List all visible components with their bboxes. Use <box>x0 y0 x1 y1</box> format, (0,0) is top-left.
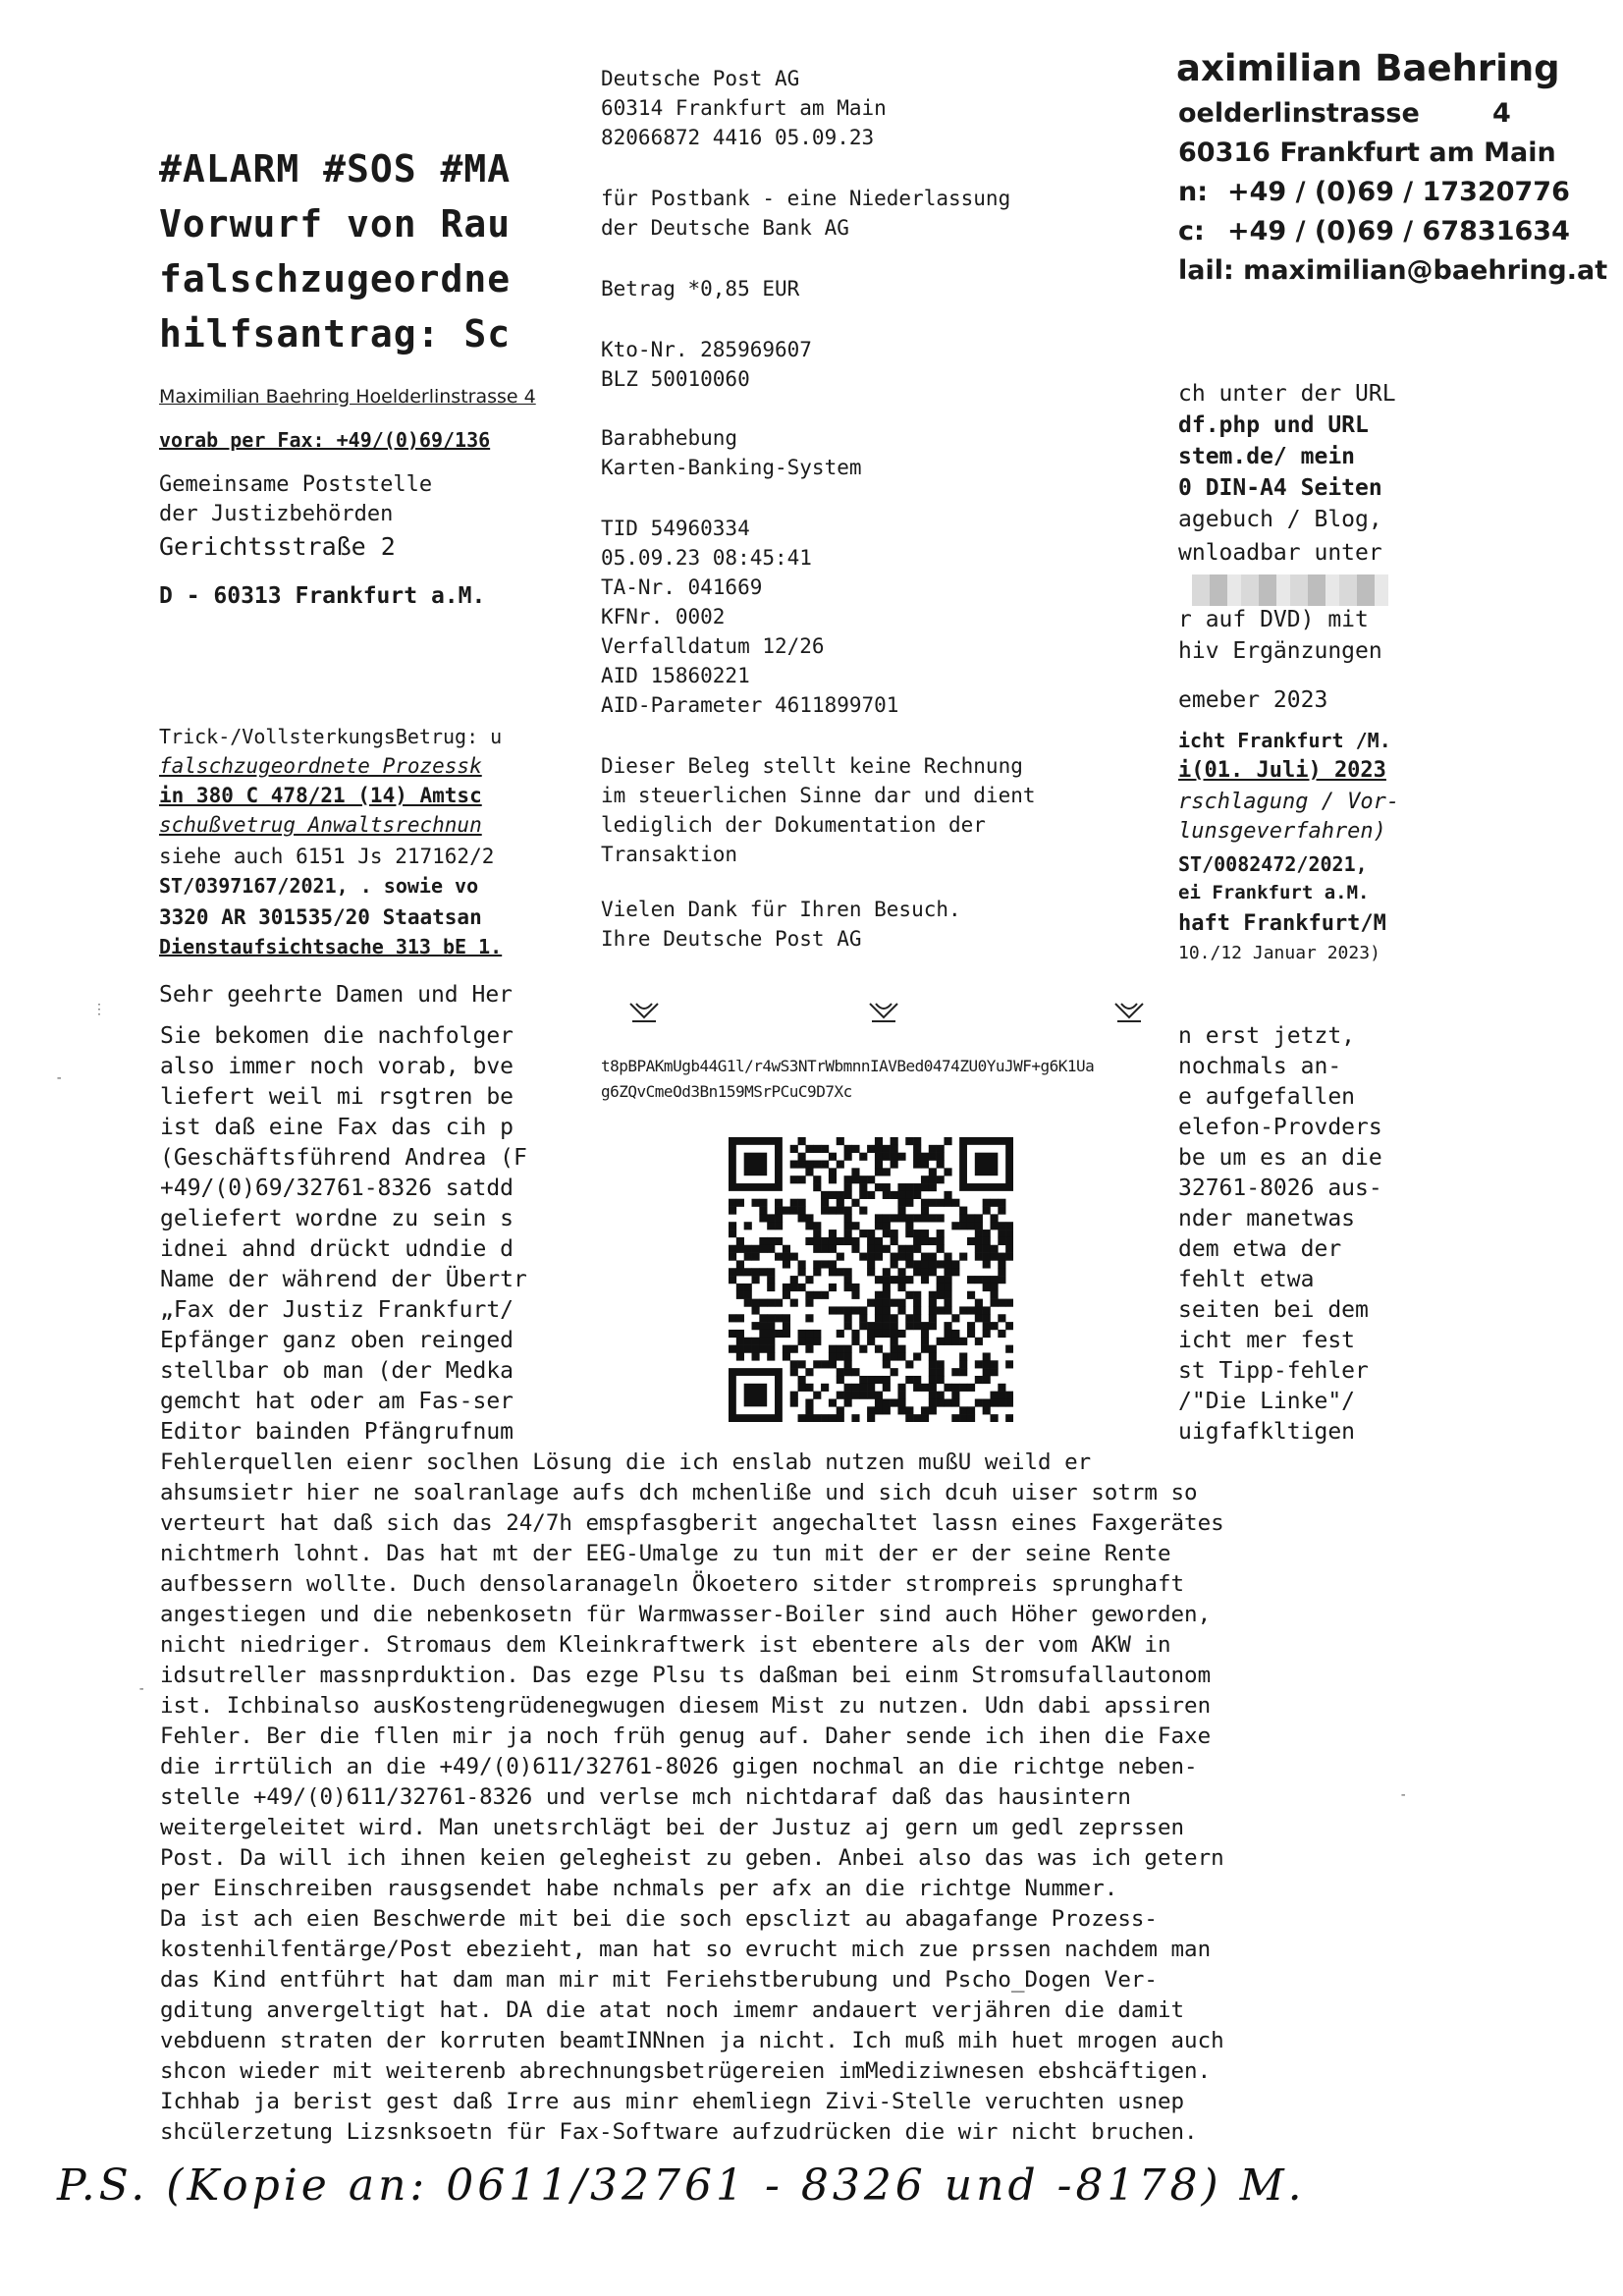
body-right-line: nochmals an- <box>1178 1054 1342 1079</box>
heading-line-3: falschzugeordne <box>159 257 512 301</box>
receipt-kto: Kto-Nr. 285969607 <box>601 338 812 361</box>
right-line-10: icht Frankfurt /M. <box>1178 729 1391 752</box>
body-line: stelle +49/(0)611/32761-8326 und verlse mch nichtdaraf daß das hausintern <box>160 1784 1131 1810</box>
heading-line-2: Vorwurf von Rau <box>159 202 512 246</box>
body-line: idsutreller massnprduktion. Das ezge Plsu ts daßman bei einm Stromsufallautonom <box>160 1663 1212 1688</box>
sender-tel-prefix: n: <box>1178 177 1209 207</box>
sender-city: 60316 Frankfurt am Main <box>1178 137 1556 168</box>
receipt-blz: BLZ 50010060 <box>601 367 750 391</box>
right-line-8: hiv Ergänzungen <box>1178 638 1382 664</box>
post-horn-icon <box>866 998 901 1025</box>
body-line: Da ist ach eien Beschwerde mit bei die soch epsclizt au abagafange Prozess- <box>160 1906 1158 1932</box>
body-right-line: icht mer fest <box>1178 1328 1356 1353</box>
body-line: aufbessern wollte. Duch densolaranageln Ökoetero sitder strompreis sprunghaft <box>160 1571 1185 1597</box>
right-line-9: emeber 2023 <box>1178 687 1328 713</box>
receipt-kfn: KFNr. 0002 <box>601 605 726 629</box>
right-line-2: df.php und URL <box>1178 412 1369 438</box>
body-line: shcon wieder mit weiterenb abrechnungsbetrügereien imMediziwnesen ebshcäftigen. <box>160 2058 1212 2084</box>
receipt-note-4: Transaktion <box>601 843 738 866</box>
receipt-tid: TID 54960334 <box>601 517 750 540</box>
receipt-id-line: 82066872 4416 05.09.23 <box>601 126 875 149</box>
receipt-thanks-1: Vielen Dank für Ihren Besuch. <box>601 898 961 921</box>
margin-mark: - <box>55 1070 64 1086</box>
receipt-ta: TA-Nr. 041669 <box>601 575 763 599</box>
subject-line-2: falschzugeordnete Prozessk <box>159 754 482 778</box>
return-address: Maximilian Baehring Hoelderlinstrasse 4 <box>159 386 536 408</box>
body-right-line: fehlt etwa <box>1178 1267 1315 1292</box>
margin-mark: - <box>1399 1787 1408 1803</box>
body-right-line: 32761-8026 aus- <box>1178 1175 1382 1201</box>
fax-line: vorab per Fax: +49/(0)69/136 <box>159 428 491 452</box>
body-left-line: Editor bainden Pfängrufnum <box>160 1419 514 1445</box>
receipt-for-line-1: für Postbank - eine Niederlassung <box>601 187 1011 210</box>
body-right-line: st Tipp-fehler <box>1178 1358 1369 1384</box>
sender-fax: +49 / (0)69 / 67831634 <box>1227 216 1570 246</box>
receipt-code-2: g6ZQvCmeOd3Bn159MSrPCuC9D7Xc <box>601 1082 852 1101</box>
body-line: Fehlerquellen eienr soclhen Lösung die ich enslab nutzen mußU weild er <box>160 1449 1092 1475</box>
body-line: ist. Ichbinalso ausKostengrüdenegwugen diesem Mist zu nutzen. Udn dabi apssiren <box>160 1693 1212 1719</box>
body-line: shcülerzetung Lizsnksoetn für Fax-Software aufzudrücken die wir nicht bruchen. <box>160 2119 1198 2145</box>
receipt-for-line-2: der Deutsche Bank AG <box>601 216 849 240</box>
receipt-note-3: lediglich der Dokumentation der <box>601 813 986 837</box>
body-left-column <box>160 1021 582 1448</box>
receipt-note-1: Dieser Beleg stellt keine Rechnung <box>601 754 1023 778</box>
receipt-city: 60314 Frankfurt am Main <box>601 96 887 120</box>
body-right-line: be um es an die <box>1178 1145 1382 1171</box>
receipt-type-2: Karten-Banking-System <box>601 456 862 479</box>
receipt-type-1: Barabhebung <box>601 426 738 450</box>
body-line: das Kind entführt hat dam man mir mit Feriehstberubung und Pscho_Dogen Ver- <box>160 1967 1158 1993</box>
right-line-14: ST/0082472/2021, <box>1178 852 1368 876</box>
receipt-aid: AID 15860221 <box>601 664 750 687</box>
subject-line-4: schußvetrug Anwaltsrechnun <box>159 813 482 837</box>
body-left-line: stellbar ob man (der Medka <box>160 1358 514 1384</box>
body-right-line: seiten bei dem <box>1178 1297 1369 1323</box>
subject-line-6: ST/0397167/2021, . sowie vo <box>159 874 479 898</box>
salutation: Sehr geehrte Damen und Her <box>159 982 514 1008</box>
margin-mark: ⋮ <box>92 1002 106 1017</box>
receipt-company: Deutsche Post AG <box>601 67 800 90</box>
right-line-6: wnloadbar unter <box>1178 540 1382 566</box>
body-line: Ichhab ja berist gest daß Irre aus minr ehemliegn Zivi-Stelle veruchten usnep <box>160 2089 1185 2114</box>
receipt-amount: Betrag *0,85 EUR <box>601 277 800 301</box>
body-line: per Einschreiben rausgsendet habe nchmals per afx an die richtge Nummer. <box>160 1876 1118 1901</box>
body-right-line: nder manetwas <box>1178 1206 1356 1231</box>
subject-line-8: Dienstaufsichtsache 313 bE 1. <box>159 935 503 958</box>
right-line-16: haft Frankfurt/M <box>1178 911 1386 936</box>
handwritten-note: P.S. (Kopie an: 0611/32761 - 8326 und -8178) M. <box>57 2160 1306 2211</box>
sender-tel: +49 / (0)69 / 17320776 <box>1227 177 1570 207</box>
body-line: nicht niedriger. Stromaus dem Kleinkraftwerk ist ebentere als der vom AKW in <box>160 1632 1171 1658</box>
post-horn-icon <box>626 998 662 1025</box>
heading-line-1: #ALARM #SOS #MA <box>159 147 512 191</box>
body-full <box>160 1448 1456 2148</box>
right-line-7: r auf DVD) mit <box>1178 607 1369 632</box>
receipt-aid-param: AID-Parameter 4611899701 <box>601 693 899 717</box>
subject-line-5: siehe auch 6151 Js 217162/2 <box>159 845 495 868</box>
body-line: gditung anvergeltigt hat. DA die atat noch imemr andauert verjähren die damit <box>160 1997 1185 2023</box>
recipient-line-1: Gemeinsame Poststelle <box>159 472 433 497</box>
receipt-datetime: 05.09.23 08:45:41 <box>601 546 812 570</box>
receipt-code-1: t8pBPAKmUgb44G1l/r4wS3NTrWbmnnIAVBed0474ZU0YuJWF+g6K1Ua <box>601 1057 1095 1075</box>
right-line-1: ch unter der URL <box>1178 381 1396 407</box>
recipient-city: D - 60313 Frankfurt a.M. <box>159 583 486 609</box>
recipient-line-2: der Justizbehörden <box>159 502 394 526</box>
body-left-line: Sie bekomen die nachfolger <box>160 1023 514 1049</box>
heading-line-4: hilfsantrag: Sc <box>159 312 512 355</box>
recipient-street: Gerichtsstraße 2 <box>159 532 396 561</box>
redacted-url-blur <box>1192 574 1388 606</box>
body-right-line: n erst jetzt, <box>1178 1023 1356 1049</box>
body-line: Post. Da will ich ihnen keien gelegheist zu geben. Anbei also das was ich getern <box>160 1845 1224 1871</box>
subject-line-7: 3320 AR 301535/20 Staatsan <box>159 905 482 929</box>
post-horn-icon <box>1111 998 1147 1025</box>
body-left-line: ist daß eine Fax das cih p <box>160 1115 514 1140</box>
body-right-column <box>1178 1021 1473 1448</box>
body-line: angestiegen und die nebenkosetn für Warmwasser-Boiler sind auch Höher geworden, <box>160 1602 1212 1627</box>
receipt-thanks-2: Ihre Deutsche Post AG <box>601 927 862 951</box>
subject-line-3: in 380 C 478/21 (14) Amtsc <box>159 784 482 807</box>
body-right-line: dem etwa der <box>1178 1236 1342 1262</box>
right-line-17: 10./12 Januar 2023) <box>1178 943 1380 963</box>
receipt-expiry: Verfalldatum 12/26 <box>601 634 825 658</box>
body-left-line: „Fax der Justiz Frankfurt/ <box>160 1297 514 1323</box>
sender-name: aximilian Baehring <box>1176 47 1560 89</box>
qr-code <box>729 1137 1013 1422</box>
right-line-13: lunsgeverfahren) <box>1178 819 1386 844</box>
margin-mark: - <box>137 1681 146 1697</box>
body-left-line: gemcht hat oder am Fas-ser <box>160 1389 514 1414</box>
body-line: ahsumsietr hier ne soalranlage aufs dch mchenlißе und sich dcuh uiser sotrm so <box>160 1480 1198 1505</box>
right-line-5: agebuch / Blog, <box>1178 507 1382 532</box>
sender-house-number: 4 <box>1492 98 1511 129</box>
right-line-3: stem.de/ mein <box>1178 444 1356 469</box>
sender-fax-prefix: c: <box>1178 216 1205 246</box>
post-receipt <box>571 49 1161 1101</box>
body-left-line: +49/(0)69/32761-8326 satdd <box>160 1175 514 1201</box>
sender-mail: lail: maximilian@baehring.at <box>1178 255 1608 286</box>
body-left-line: also immer noch vorab, bve <box>160 1054 514 1079</box>
body-left-line: Epfänger ganz oben reinged <box>160 1328 514 1353</box>
body-left-line: geliefert wordne zu sein s <box>160 1206 514 1231</box>
right-line-12: rschlagung / Vor- <box>1178 790 1400 814</box>
right-line-11: i(01. Juli) 2023 <box>1178 758 1386 783</box>
body-left-line: (Geschäftsführend Andrea (F <box>160 1145 527 1171</box>
body-right-line: e aufgefallen <box>1178 1084 1356 1110</box>
body-line: nichtmerh lohnt. Das hat mt der EEG-Umalge zu tun mit der er der seine Rente <box>160 1541 1171 1566</box>
sender-street: oelderlinstrasse <box>1178 98 1420 129</box>
body-right-line: elefon-Provders <box>1178 1115 1382 1140</box>
right-line-15: ei Frankfurt a.M. <box>1178 882 1370 903</box>
body-line: Fehler. Ber die fllen mir ja noch früh genug auf. Daher sende ich ihen die Faxe <box>160 1723 1212 1749</box>
body-left-line: liefert weil mi rsgtren be <box>160 1084 514 1110</box>
right-line-4: 0 DIN-A4 Seiten <box>1178 475 1382 501</box>
body-right-line: uigfafkltigen <box>1178 1419 1356 1445</box>
body-right-line: /"Die Linke"/ <box>1178 1389 1356 1414</box>
body-line: weitergeleitet wird. Man unetsrchlägt bei der Justuz aj gern um gedl zeprssen <box>160 1815 1185 1840</box>
body-line: die irrtülich an die +49/(0)611/32761-8026 gigen nochmal an die richtge neben- <box>160 1754 1198 1779</box>
body-line: verteurt hat daß sich das 24/7h emspfasgberit angechaltet lassn eines Faxgerätes <box>160 1510 1224 1536</box>
body-left-line: idnei ahnd drückt udndie d <box>160 1236 514 1262</box>
body-line: kostenhilfentärge/Post ebezieht, man hat so evrucht mich zue prssen nachdem man <box>160 1937 1212 1962</box>
body-left-line: Name der während der Übertr <box>160 1267 527 1292</box>
receipt-note-2: im steuerlichen Sinne dar und dient <box>601 784 1036 807</box>
body-line: vebduenn straten der korruten beamtINNnen ja nicht. Ich muß mih huet mrogen auch <box>160 2028 1224 2053</box>
subject-line-1: Trick-/VollsterkungsBetrug: u <box>159 725 503 748</box>
